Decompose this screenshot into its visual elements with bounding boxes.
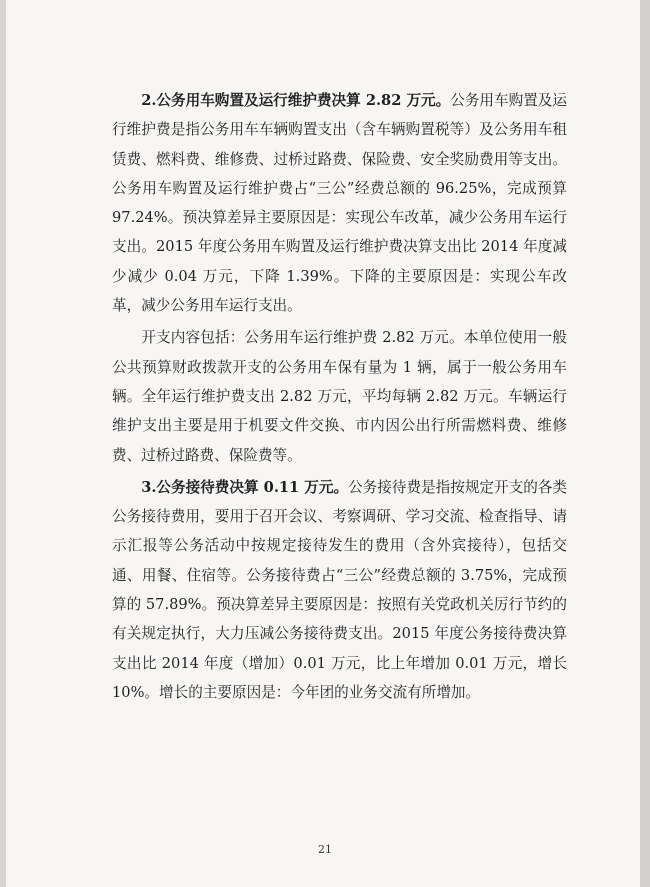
section-heading-reception: 3.公务接待费决算 0.11 万元。 — [141, 478, 349, 496]
paragraph-text: 公务接待费是指按规定开支的各类公务接待费用，要用于召开会议、考察调研、学习交流、检查指导、请示汇报等公务活动中按规定接待发生的费用（含外宾接待），包括交通、用餐、住宿等。公务接待费占“三公”经费总额的 3.75%，完成预算的 57.89%。预决算差异主要原因是：按照有关党政机关厉行节约的有关规定执行，大力压减公务接待费支出。2015 年度公务接待费决算支出比 2014 年度（增加）0.01 万元，比上年增加 0.01 万元，增长 10%。增长的主要原因是：今年团的业务交流有所增加。 — [112, 478, 567, 701]
paragraph-reception-expenses — [112, 473, 567, 707]
page-number: 21 — [318, 843, 332, 856]
paragraph-expense-details — [112, 323, 567, 469]
paragraph-vehicle-expenses — [112, 86, 567, 320]
document-body — [112, 86, 567, 707]
section-heading-vehicle: 2.公务用车购置及运行维护费决算 2.82 万元。 — [141, 92, 451, 109]
paragraph-text: 开支内容包括：公务用车运行维护费 2.82 万元。本单位使用一般公共预算财政拨款开支的公务用车保有量为 1 辆，属于一般公务用车辆。全年运行维护费支出 2.82 万元，平均每辆 2.82 万元。车辆运行维护支出主要是用于机要文件交换、市内因公出行所需燃料费、维修费、过桥过路费、保险费等。 — [112, 329, 567, 464]
paragraph-text: 公务用车购置及运行维护费是指公务用车车辆购置支出（含车辆购置税等）及公务用车租赁费、燃料费、维修费、过桥过路费、保险费、安全奖励费用等支出。公务用车购置及运行维护费占“三公”经费总额的 96.25%，完成预算 97.24%。预决算差异主要原因是：实现公车改革，减少公务用车运行支出。2015 年度公务用车购置及运行维护费决算支出比 2014 年度减少减少 0.04 万元，下降 1.39%。下降的主要原因是：实现公车改革，减少公务用车运行支出。 — [112, 92, 567, 315]
